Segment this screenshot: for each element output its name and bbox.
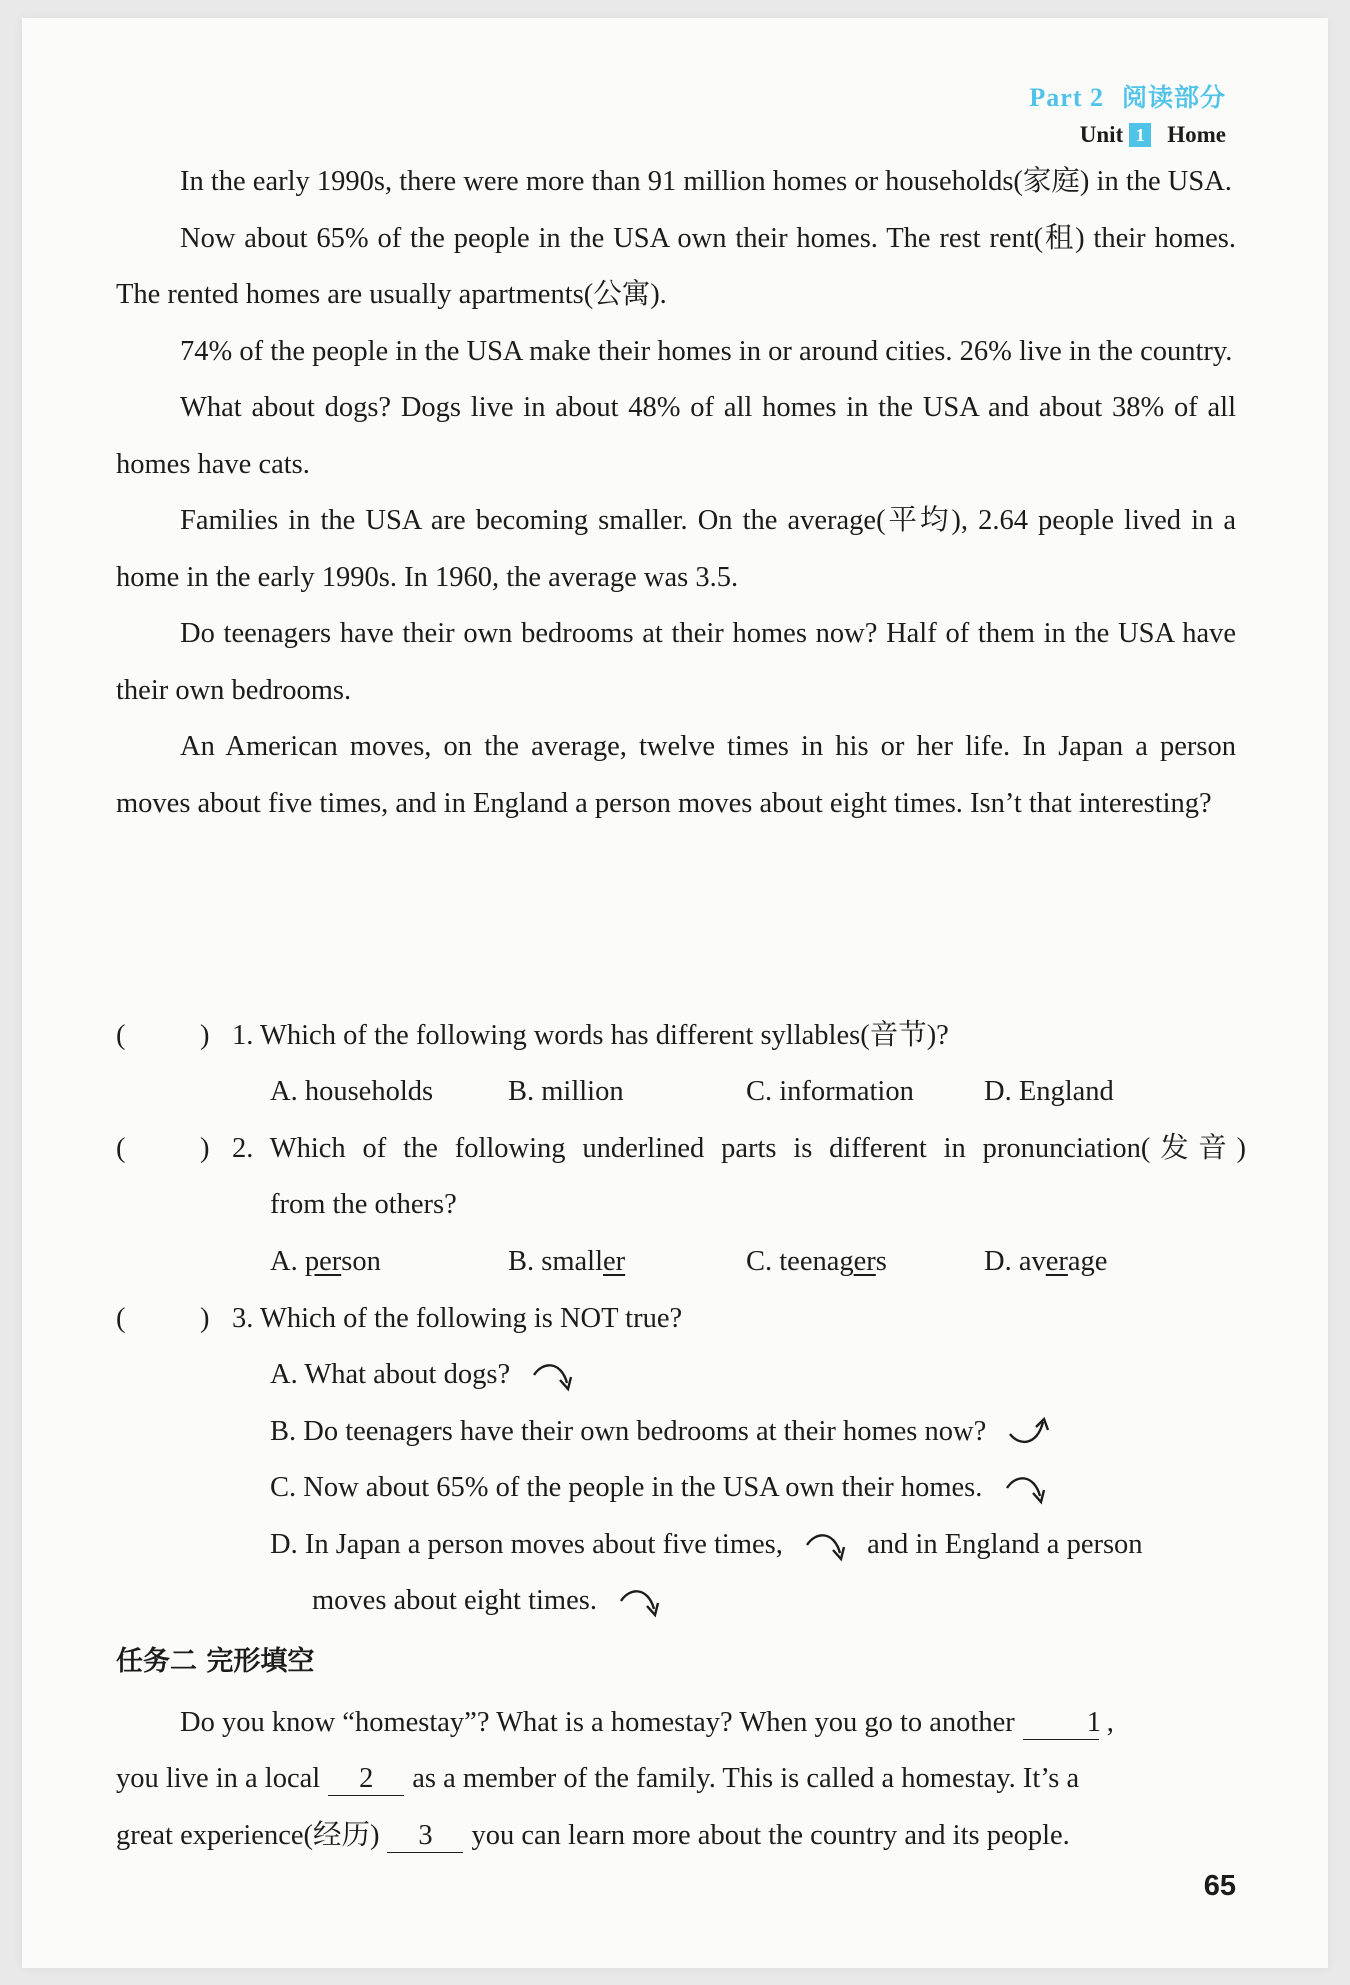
falling-intonation-arrow-icon — [1004, 1472, 1048, 1506]
option-b: B. Do teenagers have their own bedrooms at their homes now? — [270, 1404, 1051, 1461]
blank-3[interactable]: 3 — [387, 1820, 463, 1853]
passage-paragraph: 74% of the people in the USA make their homes in or around cities. 26% live in the country. — [180, 335, 1233, 367]
question-2-text-cont: from the others? — [270, 1189, 457, 1220]
answer-paren-open: ( — [116, 1133, 126, 1164]
passage-paragraph: Families in the USA are becoming smaller. On the average(平均), 2.64 people lived in a home in the early 1990s. In 1960, the average was 3.5. — [116, 505, 1236, 593]
question-3-text: 3. Which of the following is NOT true? — [232, 1303, 683, 1334]
answer-paren-open: ( — [116, 1020, 126, 1051]
page-number: 65 — [1203, 1870, 1236, 1902]
option-d-cont: moves about eight times. — [312, 1573, 662, 1630]
header-part — [1029, 78, 1226, 114]
cloze-line-1: Do you know “homestay”? What is a homestay? When you go to another 1 , — [180, 1707, 1114, 1738]
option-a: A. person — [270, 1246, 381, 1277]
passage-paragraph: In the early 1990s, there were more than 91 million homes or households(家庭) in the USA. — [180, 166, 1232, 197]
cloze-passage — [116, 1695, 1246, 1865]
cloze-line-2: you live in a local 2 as a member of the family. This is called a homestay. It’s a — [116, 1763, 1080, 1794]
passage-paragraph: Do teenagers have their own bedrooms at their homes now? Half of them in the USA have their own bedrooms. — [116, 618, 1236, 706]
header-part-label: Part 2 — [1029, 83, 1104, 112]
underlined-part: per — [304, 1246, 342, 1277]
question-2-text: 2. Which of the following underlined parts is different in pronunciation(发音) — [232, 1133, 1246, 1164]
underlined-part: er — [853, 1246, 876, 1277]
underlined-part: er — [603, 1246, 626, 1277]
option-d: D. average — [984, 1246, 1108, 1277]
option-c: C. teenagers — [746, 1246, 887, 1277]
question-3 — [116, 1291, 1246, 1631]
passage-paragraph: An American moves, on the average, twelve times in his or her life. In Japan a person moves about five times, and in England a person moves about eight times. Isn’t that interesting? — [116, 731, 1236, 819]
answer-paren-close: ) — [200, 1303, 210, 1334]
textbook-page — [22, 18, 1328, 1968]
cloze-line-3: great experience(经历) 3 you can learn more about the country and its people. — [116, 1820, 1070, 1851]
header-unit-label: Unit — [1079, 122, 1124, 147]
option-c: C. Now about 65% of the people in the USA own their homes. — [270, 1460, 1048, 1517]
header-part-zh: 阅读部分 — [1121, 83, 1226, 112]
reading-passage — [116, 154, 1236, 832]
question-2 — [116, 1121, 1246, 1291]
option-c: C. information — [746, 1076, 914, 1107]
header-unit-title: Home — [1167, 122, 1226, 147]
option-a: A. What about dogs? — [270, 1347, 575, 1404]
blank-1[interactable]: 1 — [1023, 1707, 1099, 1740]
task-2-title: 任务二 完形填空 — [116, 1646, 315, 1677]
option-b: B. smaller — [508, 1246, 626, 1277]
option-a: A. households — [270, 1076, 434, 1107]
answer-paren-close: ) — [200, 1133, 210, 1164]
answer-paren-close: ) — [200, 1020, 210, 1051]
unit-number-badge: 1 — [1129, 123, 1151, 147]
rising-intonation-arrow-icon — [1007, 1416, 1051, 1450]
passage-paragraph: What about dogs? Dogs live in about 48% of all homes in the USA and about 38% of all homes have cats. — [116, 392, 1236, 480]
question-1-options — [270, 1064, 1114, 1121]
option-b: B. million — [508, 1076, 624, 1107]
question-2-options — [270, 1234, 1107, 1291]
header-unit — [1080, 122, 1226, 148]
option-d: D. In Japan a person moves about five times, and in England a person — [270, 1517, 1143, 1574]
question-1 — [116, 1008, 1246, 1128]
falling-intonation-arrow-icon — [804, 1529, 848, 1563]
falling-intonation-arrow-icon — [618, 1585, 662, 1619]
blank-2[interactable]: 2 — [328, 1763, 404, 1796]
falling-intonation-arrow-icon — [531, 1359, 575, 1393]
question-1-text: 1. Which of the following words has different syllables(音节)? — [232, 1020, 949, 1051]
passage-paragraph: Now about 65% of the people in the USA own their homes. The rest rent(租) their homes. The rented homes are usually apartments(公寓). — [116, 222, 1236, 310]
option-d: D. England — [984, 1076, 1114, 1107]
underlined-part: er — [1045, 1246, 1068, 1277]
answer-paren-open: ( — [116, 1303, 126, 1334]
